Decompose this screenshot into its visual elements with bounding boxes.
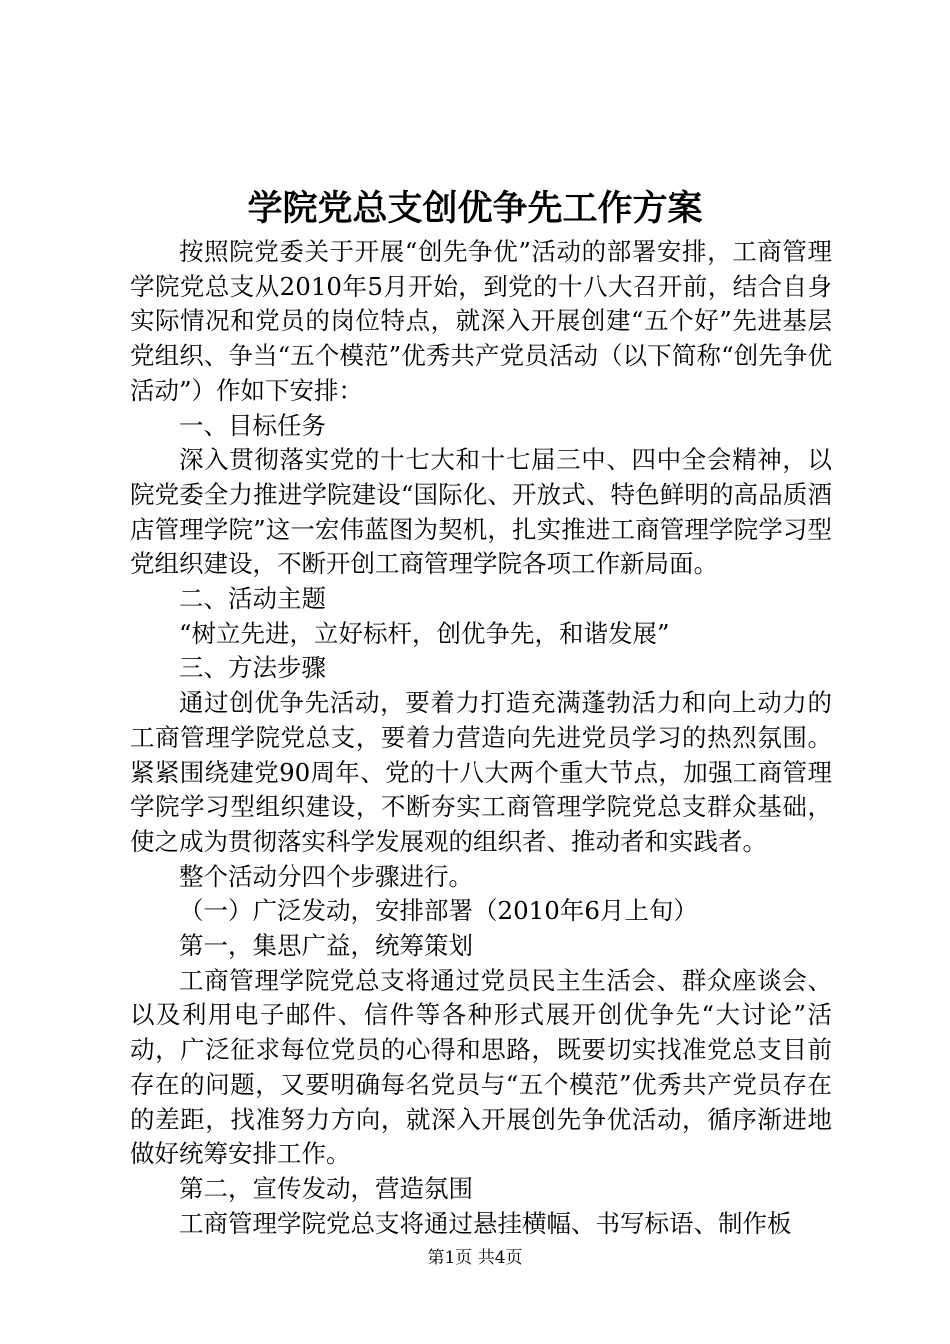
paragraph-steps-intro: 整个活动分四个步骤进行。	[179, 861, 473, 891]
item-heading-first: 第一，集思广益，统筹策划	[179, 931, 473, 961]
paragraph-goals: 深入贯彻落实党的十七大和十七届三中、四中全会精神，以院党委全力推进学院建设“国际化、开放式、特色鲜明的高品质酒店管理学院”这一宏伟蓝图为契机，扎实推进工商管理学院学习型党组织建设，不断开创工商管理学院各项工作新局面。	[130, 445, 832, 579]
section-heading-methods: 三、方法步骤	[179, 653, 326, 683]
paragraph-first: 工商管理学院党总支将通过党员民主生活会、群众座谈会、以及利用电子邮件、信件等各种形式展开创优争先“大讨论”活动，广泛征求每位党员的心得和思路，既要切实找准党总支目前存在的问题，又要明确每名党员与“五个模范”优秀共产党员存在的差距，找准努力方向，就深入开展创先争优活动，循序渐进地做好统筹安排工作。	[130, 965, 832, 1169]
paragraph-second: 工商管理学院党总支将通过悬挂横幅、书写标语、制作板	[179, 1208, 792, 1238]
paragraph-theme: “树立先进，立好标杆，创优争先，和谐发展”	[179, 618, 670, 648]
section-heading-goals: 一、目标任务	[179, 410, 326, 440]
section-heading-theme: 二、活动主题	[179, 584, 326, 614]
paragraph-methods: 通过创优争先活动，要着力打造充满蓬勃活力和向上动力的工商管理学院党总支，要着力营造向先进党员学习的热烈氛围。紧紧围绕建党90周年、党的十八大两个重大节点，加强工商管理学院学习型组织建设，不断夯实工商管理学院党总支群众基础，使之成为贯彻落实科学发展观的组织者、推动者和实践者。	[130, 688, 832, 856]
page-footer: 第1页 共4页	[427, 1248, 523, 1268]
document-title: 学院党总支创优争先工作方案	[247, 188, 703, 229]
subsection-heading-step-one: （一）广泛发动，安排部署（2010年6月上旬）	[179, 896, 698, 926]
item-heading-second: 第二，宣传发动，营造氛围	[179, 1173, 473, 1203]
document-body	[130, 235, 832, 1241]
paragraph-intro: 按照院党委关于开展“创先争优”活动的部署安排，工商管理学院党总支从2010年5月开始，到党的十八大召开前，结合自身实际情况和党员的岗位特点，就深入开展创建“五个好”先进基层党组织、争当“五个模范”优秀共产党员活动（以下简称“创先争优活动”）作如下安排：	[130, 237, 832, 405]
